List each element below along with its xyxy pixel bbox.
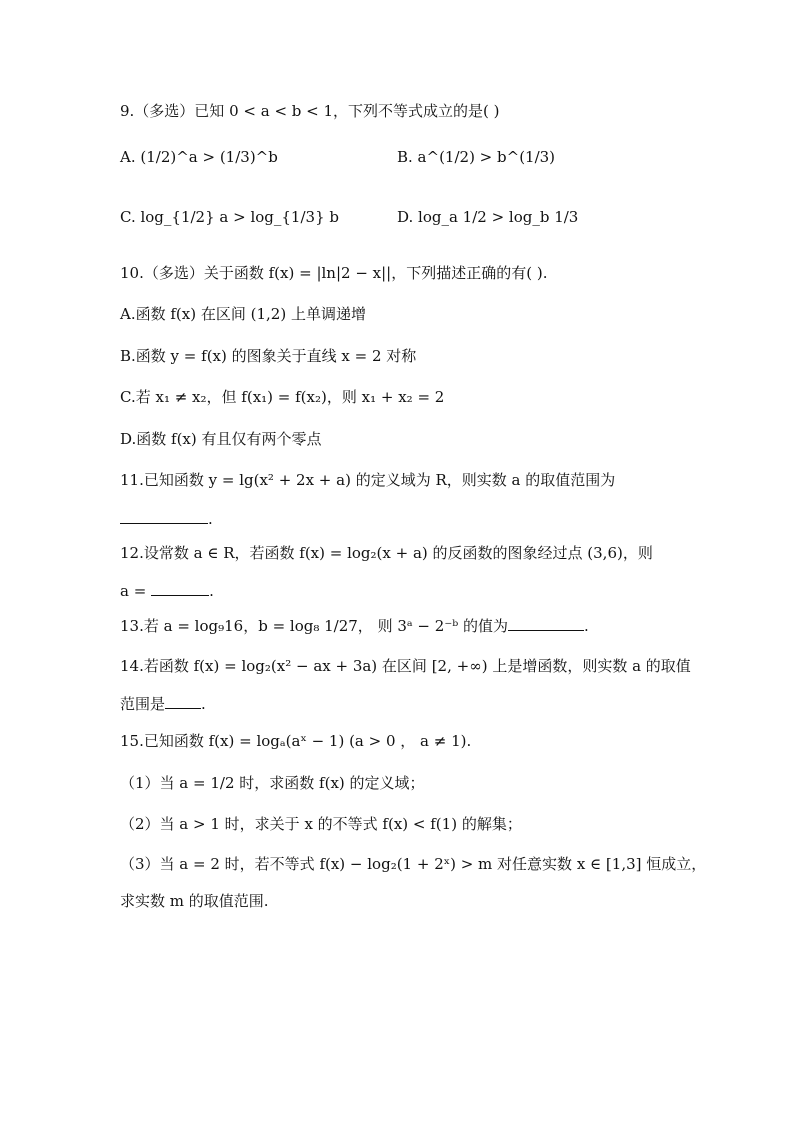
question-11-tail: . [208, 510, 213, 528]
question-13-stem: 13.若 a = log₉16，b = log₈ 1/27， 则 3ᵃ − 2⁻ᵇ 的值为 [120, 617, 509, 635]
question-14-answer-line [120, 693, 206, 715]
answer-blank[interactable] [120, 509, 208, 524]
question-12-tail: a = [120, 582, 152, 600]
question-12-answer-line [120, 580, 214, 602]
question-15-stem: 15.已知函数 f(x) = logₐ(aˣ − 1) (a > 0 ， a ≠ 1). [120, 732, 472, 750]
question-10-stem: 10.（多选）关于函数 f(x) = |ln|2 − x||，下列描述正确的有( ). [120, 264, 548, 282]
question-15-part-2: （2）当 a > 1 时，求关于 x 的不等式 f(x) < f(1) 的解集； [120, 815, 522, 833]
question-15-part-3-cont: 求实数 m 的取值范围. [120, 892, 269, 910]
answer-blank[interactable] [508, 616, 584, 631]
question-10-option-a: A.函数 f(x) 在区间 (1,2) 上单调递增 [120, 305, 366, 323]
question-10-option-b: B.函数 y = f(x) 的图象关于直线 x = 2 对称 [120, 347, 417, 365]
question-13-line [120, 615, 589, 637]
question-14-tail: 范围是 [120, 695, 166, 713]
question-12-end: . [209, 582, 214, 600]
question-11-stem: 11.已知函数 y = lg(x² + 2x + a) 的定义域为 R，则实数 a 的取值范围为 [120, 471, 616, 489]
question-15-part-1: （1）当 a = 1/2 时，求函数 f(x) 的定义域； [120, 774, 425, 792]
question-11-answer-line [120, 508, 213, 530]
question-9-option-a: A. (1/2)^a > (1/3)^b [120, 148, 278, 166]
question-10-option-c: C.若 x₁ ≠ x₂，但 f(x₁) = f(x₂)，则 x₁ + x₂ = 2 [120, 388, 445, 406]
question-9-option-d: D. log_a 1/2 > log_b 1/3 [397, 208, 579, 226]
question-15-part-3: （3）当 a = 2 时，若不等式 f(x) − log₂(1 + 2ˣ) > m 对任意实数 x ∈ [1,3] 恒成立， [120, 855, 707, 873]
question-9-option-b: B. a^(1/2) > b^(1/3) [397, 148, 556, 166]
answer-blank[interactable] [165, 694, 201, 709]
question-9-option-c: C. log_{1/2} a > log_{1/3} b [120, 208, 339, 226]
answer-blank[interactable] [151, 581, 209, 596]
question-9-stem: 9.（多选）已知 0 < a < b < 1，下列不等式成立的是( ) [120, 102, 500, 120]
question-10-option-d: D.函数 f(x) 有且仅有两个零点 [120, 430, 322, 448]
question-14-stem: 14.若函数 f(x) = log₂(x² − ax + 3a) 在区间 [2, +∞) 上是增函数，则实数 a 的取值 [120, 657, 691, 675]
question-12-stem: 12.设常数 a ∈ R，若函数 f(x) = log₂(x + a) 的反函数的图象经过点 (3,6)，则 [120, 544, 653, 562]
question-13-end: . [584, 617, 589, 635]
question-14-end: . [201, 695, 206, 713]
